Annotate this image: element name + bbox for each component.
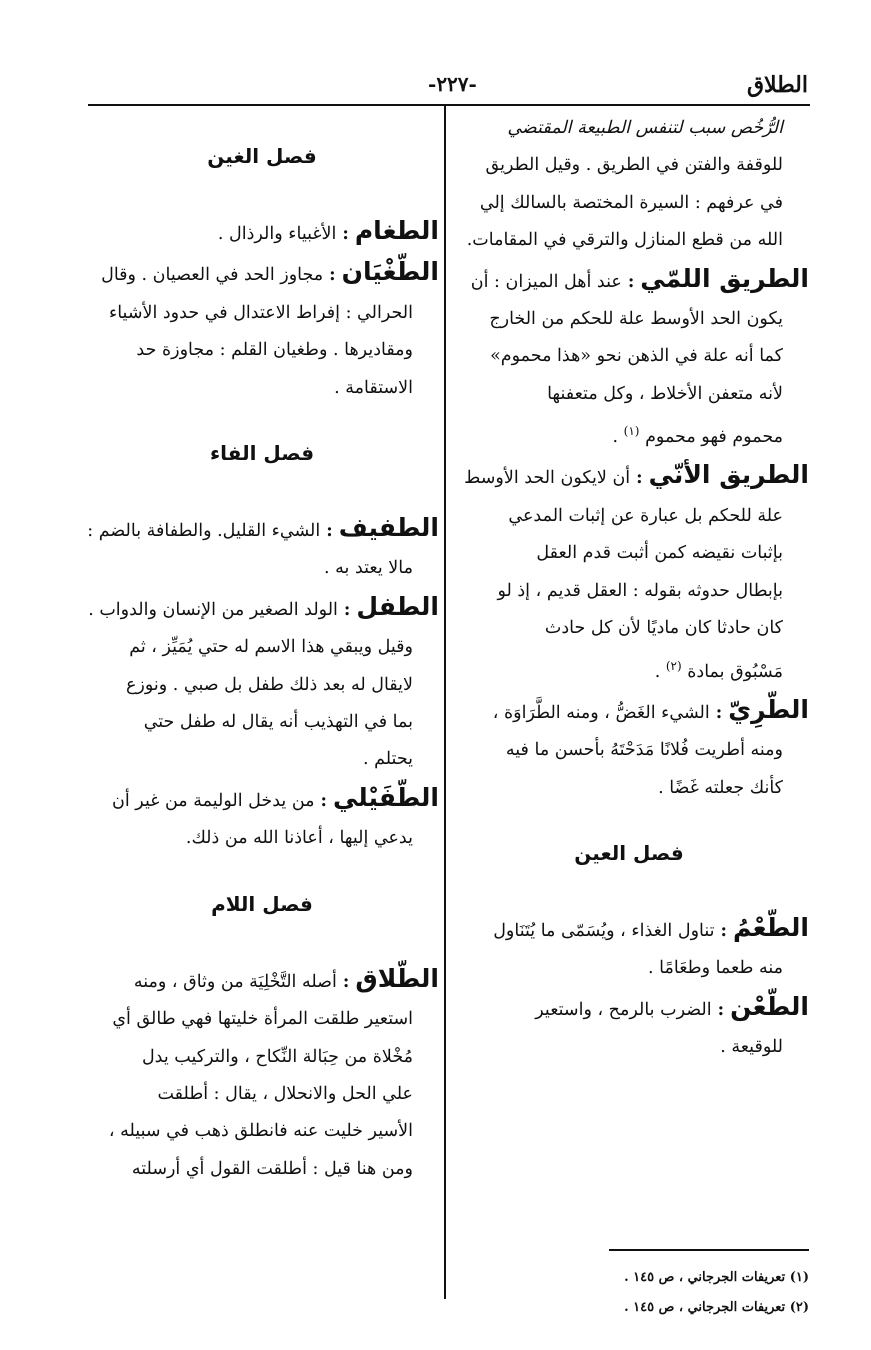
entry-line: الطُّغْيَان:مجاوز الحد في العصيان . وقال bbox=[101, 257, 439, 287]
text-line: كأنك جعلته غَضًا . bbox=[658, 777, 783, 798]
footnote: (١) تعريفات الجرجاني ، ص ١٤٥ . bbox=[624, 1269, 809, 1285]
entry-line: الطريق الأنّي:أن لايكون الحد الأوسط bbox=[464, 460, 809, 490]
text-line: ومقاديرها . وطغيان القلم : مجاوزة حد bbox=[136, 340, 413, 361]
text-line: لأنه متعفن الأخلاط ، وكل متعفنها bbox=[547, 383, 783, 404]
entry-term: الطفل bbox=[356, 591, 439, 621]
entry-term: الطغام bbox=[354, 216, 439, 245]
text-line: علي الحل والانحلال ، يقال : أطلقت bbox=[157, 1083, 413, 1104]
entry-line: الطَّلاق:أصله التَّخْلِيَة من وثاق ، ومنه bbox=[133, 963, 439, 993]
entry-term: الطَّعْمُ bbox=[732, 912, 809, 942]
section-heading: فصل الفاء bbox=[209, 441, 315, 466]
page-header bbox=[88, 72, 808, 106]
entry-line: الطفل:الولد الصغير من الإنسان والدواب . bbox=[88, 591, 439, 621]
entry-text: أصله التَّخْلِيَة من وثاق ، ومنه bbox=[133, 971, 337, 992]
footnote-rule bbox=[609, 1249, 809, 1251]
footnote: (٢) تعريفات الجرجاني ، ص ١٤٥ . bbox=[624, 1299, 809, 1315]
entry-line: الطُّفَيْلي:من يدخل الوليمة من غير أن bbox=[112, 782, 439, 812]
text-line: ومن هنا قيل : أطلقت القول أي أرسلته bbox=[131, 1158, 413, 1179]
text-line: علة للحكم بل عبارة عن إثبات المدعي bbox=[508, 505, 783, 526]
entry-line: الطَّعْمُ:تناول الغذاء ، ويُسَمّى ما يُتَنَاول bbox=[493, 912, 809, 942]
footnote-marker: (٢) bbox=[665, 658, 682, 673]
text-line: لايقال له بعد ذلك طفل بل صبي . ونوزع bbox=[125, 674, 413, 695]
text-line: الأسير خليت عنه فانطلق ذهب في سبيله ، bbox=[108, 1121, 413, 1142]
text-line: مَسْبُوق بمادة (٢) . bbox=[449, 648, 809, 691]
text-line: للوقفة والفتن في الطريق . وقيل الطريق bbox=[485, 155, 783, 176]
text-line: يحتلم . bbox=[362, 749, 413, 770]
entry-text: عند أهل الميزان : أن bbox=[470, 271, 622, 292]
text-line: استعير طلقت المرأة خليتها فهي طالق أي bbox=[112, 1009, 413, 1030]
text-line: الله من قطع المنازل والترقي في المقامات. bbox=[466, 230, 783, 251]
entry-text: من يدخل الوليمة من غير أن bbox=[112, 790, 315, 811]
entry-term: الطَّرِيّ bbox=[728, 694, 809, 724]
left-column bbox=[85, 110, 439, 1188]
text-line: محموم فهو محموم (١) . bbox=[449, 413, 809, 456]
entry-text: تناول الغذاء ، ويُسَمّى ما يُتَنَاول bbox=[493, 920, 715, 941]
text-line: الاستقامة . bbox=[334, 377, 413, 398]
text-line: بإبطال حدوثه بقوله : العقل قديم ، إذ لو bbox=[497, 580, 783, 601]
entry-text: الشيء القليل. والطفافة بالضم : bbox=[87, 521, 321, 542]
text-line: مالا يعتد به . bbox=[324, 558, 413, 579]
entry-line: الطفيف:الشيء القليل. والطفافة بالضم : bbox=[87, 513, 439, 543]
section-heading: فصل العين bbox=[574, 840, 684, 865]
entry-text: أن لايكون الحد الأوسط bbox=[464, 468, 631, 489]
right-column bbox=[449, 110, 809, 1323]
text-line: ومنه أطريت فُلانًا مَدَحْتَهُ بأحسن ما فيه bbox=[505, 740, 783, 761]
entry-line: الطريق اللمّي:عند أهل الميزان : أن bbox=[470, 263, 809, 293]
text-line: بما في التهذيب أنه يقال له طفل حتي bbox=[143, 712, 413, 733]
entry-text: الضرب بالرمح ، واستعير bbox=[535, 999, 712, 1020]
entry-term: الطُّفَيْلي bbox=[332, 782, 439, 812]
entry-text: مَسْبُوق بمادة bbox=[687, 661, 783, 682]
entry-text: محموم فهو محموم bbox=[645, 427, 783, 448]
entry-text: الشيء الغَضُّ ، ومنه الطَّرَاوَة ، bbox=[492, 702, 710, 723]
text-line: كما أنه علة في الذهن نحو «هذا محموم» bbox=[490, 346, 783, 367]
entry-term: الطريق الأنّي bbox=[648, 460, 809, 490]
section-heading: فصل الغين bbox=[207, 144, 317, 168]
entry-term: الطفيف bbox=[338, 513, 439, 543]
entry-line: الطَّرِيّ:الشيء الغَضُّ ، ومنه الطَّرَاوَة ، bbox=[492, 694, 809, 724]
text-line: وقيل ويبقي هذا الاسم له حتي يُمَيِّز ، ثم bbox=[129, 637, 413, 658]
column-divider bbox=[444, 104, 446, 1299]
entry-text: الأغبياء والرذال . bbox=[217, 224, 337, 244]
entry-line: الطَّعْن:الضرب بالرمح ، واستعير bbox=[535, 991, 809, 1021]
text-line: كان حادثا كان ماديًا لأن كل حادث bbox=[544, 618, 783, 639]
section-heading: فصل اللام bbox=[211, 891, 313, 916]
running-title: الطلاق bbox=[746, 72, 808, 98]
text-line: الحرالي : إفراط الاعتدال في حدود الأشياء bbox=[108, 302, 413, 323]
text-line: في عرفهم : السيرة المختصة بالسالك إلي bbox=[479, 192, 783, 213]
footnote-marker: (١) bbox=[623, 424, 640, 439]
entry-text: مجاوز الحد في العصيان . وقال bbox=[101, 265, 324, 286]
entry-line: الطغام:الأغبياء والرذال . bbox=[217, 216, 439, 245]
entry-term: الطريق اللمّي bbox=[640, 263, 809, 293]
text-line: مُخْلاة من حِبَالة النِّكاح ، والتركيب يدل bbox=[141, 1046, 413, 1067]
entry-term: الطَّلاق bbox=[355, 963, 439, 993]
entry-term: الطُّغْيَان bbox=[341, 257, 439, 287]
text-line: يدعي إليها ، أعاذنا الله من ذلك. bbox=[185, 828, 413, 849]
entry-text: الولد الصغير من الإنسان والدواب . bbox=[88, 599, 338, 620]
text-line: منه طعما وطعَامًا . bbox=[648, 958, 783, 979]
entry-term: الطَّعْن bbox=[730, 991, 809, 1021]
text-line: الرُّخُص سبب لتنفس الطبيعة المقتضي bbox=[507, 118, 783, 138]
text-line: للوقيعة . bbox=[720, 1037, 783, 1058]
text-line: يكون الحد الأوسط علة للحكم من الخارج bbox=[489, 309, 783, 330]
header-rule bbox=[88, 104, 810, 106]
text-line: بإثبات نقيضه كمن أثبت قدم العقل bbox=[536, 543, 783, 564]
page-number: -٢٢٧- bbox=[428, 72, 477, 96]
